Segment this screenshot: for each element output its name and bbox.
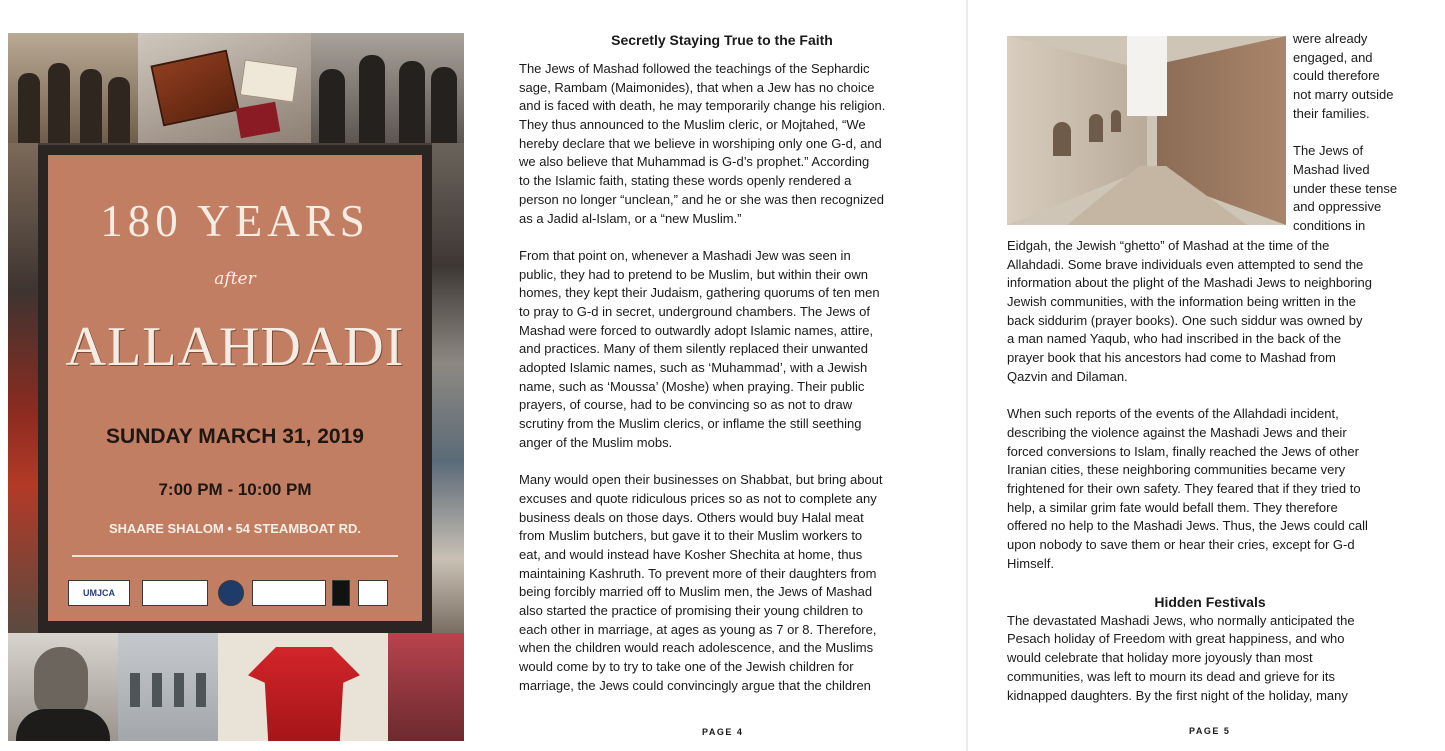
text-line: prayers, of course, had to be convincing so as not to draw [519, 397, 853, 413]
text-line: The Jews of [1293, 143, 1364, 159]
building-logo [142, 580, 208, 606]
text-line: The Jews of Mashad followed the teachings of the Sephardic [519, 61, 870, 76]
page-4 [519, 31, 939, 695]
text-line: back siddurim (prayer books). One such siddur was owned by [1007, 312, 1363, 328]
text-line: forced conversions to Islam, finally reached the Jews of other [1007, 443, 1359, 459]
section-heading-hidden-festivals: Hidden Festivals [1154, 594, 1266, 611]
building-photo [118, 633, 218, 741]
paragraph-3 [1007, 612, 1427, 705]
text-line: were already [1293, 31, 1368, 46]
text-line: we also believe that Muhammad is G-d’s prophet.” According [519, 154, 870, 170]
text-line: could therefore [1293, 68, 1380, 84]
section-heading-secretly: Secretly Staying True to the Faith [611, 32, 833, 48]
page-number-4: PAGE 4 [702, 727, 744, 737]
text-line: Mashad lived [1293, 161, 1370, 177]
antique-box-photo [138, 33, 311, 143]
poster-title-years: 180 YEARS [100, 196, 370, 246]
text-line: also started the practice of promising their young children to [519, 602, 863, 618]
poster-time: 7:00 PM - 10:00 PM [158, 480, 312, 499]
paragraph-1 [1007, 237, 1427, 387]
paragraph-3 [519, 471, 939, 695]
sponsor-logos [66, 580, 406, 608]
page-gutter [966, 0, 968, 751]
text-line: prayer book that his ancestors had come to Mashad from [1007, 350, 1336, 366]
poster-title-after: after [214, 269, 256, 289]
text-line: when the children would reach adolescence, and the Muslims [519, 640, 874, 656]
text-line: business deals on those days. Others would buy Halal meat [519, 509, 864, 525]
text-line: from Muslim butchers, but gave it to their Muslim workers to [519, 528, 863, 544]
poster-venue: SHAARE SHALOM • 54 STEAMBOAT RD. [108, 521, 362, 536]
text-line: and practices. Many of them silently replaced their unwanted [519, 341, 869, 357]
poster-date: SUNDAY MARCH 31, 2019 [106, 425, 364, 448]
text-line: marriage, the Jews could convincingly argue that the children [519, 677, 871, 693]
text-line: would come by to try to take one of the Jewish children for [519, 659, 854, 674]
collage-strip-right [432, 143, 464, 633]
text-line: offered no help to the Mashadi Jews. Thus, the Jews could call [1007, 518, 1368, 534]
text-line: not marry outside [1293, 87, 1394, 103]
text-line: a man named Yaqub, who had inscribed in the back of the [1007, 331, 1342, 347]
text-line: From that point on, whenever a Mashadi Jew was seen in [519, 247, 851, 263]
text-line: conditions in [1293, 217, 1366, 233]
historic-photo-group [8, 33, 138, 143]
umjca-logo: UMJCA [68, 580, 130, 606]
dark-emblem-logo [332, 580, 350, 606]
text-line: name, such as ‘Moussa’ (Moshe) when praying. Their public [519, 378, 865, 394]
star-of-david-logo [358, 580, 388, 606]
red-garment-photo [218, 633, 388, 741]
text-line: would celebrate that holiday more joyously than most [1007, 650, 1313, 666]
text-line: upon nobody to save them or hear their cries, except for G-d [1007, 537, 1355, 552]
text-line: under these tense [1293, 180, 1398, 196]
text-line: information about the plight of the Mashadi Jews to neighboring [1007, 275, 1372, 291]
text-line: They thus announced to the Muslim cleric, or Mojtahed, “We [519, 117, 866, 133]
text-line: Himself. [1007, 555, 1054, 571]
textile-photo [388, 633, 464, 741]
alley-photo [1007, 36, 1286, 225]
historic-photo-men [311, 33, 464, 143]
text-line: When such reports of the events of the Allahdadi incident, [1007, 406, 1339, 422]
text-line: maintaining Kashruth. To prevent more of their daughters from [519, 565, 877, 581]
text-line: Qazvin and Dilaman. [1007, 368, 1128, 384]
circle-emblem-logo [218, 580, 244, 606]
text-line: eat, and would instead have Kosher Shechita at home, thus [519, 546, 863, 562]
text-line: Iranian cities, these neighboring communities became very [1007, 462, 1346, 478]
text-line: to pray to G-d in secret, underground chambers. The Jews of [519, 303, 870, 319]
text-line: each other in marriage, at ages as young as 7 or 8. Therefore, [519, 621, 877, 637]
text-line: help, a similar grim fate would befall them. They therefore [1007, 499, 1338, 515]
poster-panel [48, 155, 422, 621]
text-line: Allahdadi. Some brave individuals even attempted to send the [1007, 256, 1364, 272]
poster-divider [72, 555, 398, 557]
text-line: The devastated Mashadi Jews, who normally anticipated the [1007, 612, 1355, 628]
page-5 [1007, 237, 1427, 705]
text-line: kidnapped daughters. By the first night of the holiday, many [1007, 687, 1348, 703]
text-line: and is faced with death, he may temporarily change his religion. [519, 98, 886, 114]
text-line: to the Islamic faith, stating these words openly rendered a [519, 173, 852, 189]
paragraph-2 [519, 247, 939, 453]
text-line: hereby declare that we believe in worshiping only one G-d, and [519, 135, 882, 151]
text-line [1293, 123, 1433, 142]
text-line: homes, they kept their Judaism, gathering quorums of ten men [519, 285, 880, 301]
text-line: Pesach holiday of Freedom with great happiness, and who [1007, 631, 1345, 647]
community-center-logo [252, 580, 326, 606]
text-line: Many would open their businesses on Shabbat, but bring about [519, 472, 883, 488]
event-poster [8, 33, 464, 741]
collage-strip-left [8, 143, 38, 633]
text-line: excuses and quote ridiculous prices so as not to complete any [519, 490, 877, 506]
poster-frame [38, 145, 432, 633]
text-line: and oppressive [1293, 199, 1382, 215]
text-line: frightened for their own safety. They feared that if they tried to [1007, 480, 1361, 496]
text-line: adopted Islamic names, such as ‘Muhammad’, with a Jewish [519, 360, 868, 375]
text-line: public, they had to pretend to be Muslim, but within their own [519, 266, 869, 282]
text-line: Mashad were forced to outwardly adopt Islamic names, attire, [519, 322, 874, 338]
paragraph-1 [519, 60, 939, 228]
text-line: scrutiny from the Muslim clerics, or inflame the still seething [519, 416, 862, 432]
text-line: person no longer “unclean,” and he or she was then recognized [519, 191, 884, 207]
text-line: engaged, and [1293, 49, 1373, 65]
text-line: Eidgah, the Jewish “ghetto” of Mashad at the time of the [1007, 238, 1330, 253]
paragraph-2 [1007, 405, 1427, 573]
text-line: their families. [1293, 105, 1370, 121]
poster-title-allahdadi: ALLAHDADI [65, 316, 405, 378]
text-line: being forcibly married off to Muslim men, the Jews of Mashad [519, 584, 873, 600]
text-line: describing the violence against the Mashadi Jews and their [1007, 424, 1347, 440]
text-line: Jewish communities, with the information being written in the [1007, 294, 1356, 310]
text-line: as a Jadid al-Islam, or a “new Muslim.” [519, 210, 742, 226]
text-line: sage, Rambam (Maimonides), that when a Jew has no choice [519, 79, 875, 95]
portrait-photo [8, 633, 118, 741]
wrapped-text-column [1293, 30, 1433, 236]
page-number-5: PAGE 5 [1189, 726, 1231, 736]
text-line: anger of the Muslim mobs. [519, 434, 673, 450]
text-line: communities, was left to mourn its dead and grieve for its [1007, 668, 1336, 684]
